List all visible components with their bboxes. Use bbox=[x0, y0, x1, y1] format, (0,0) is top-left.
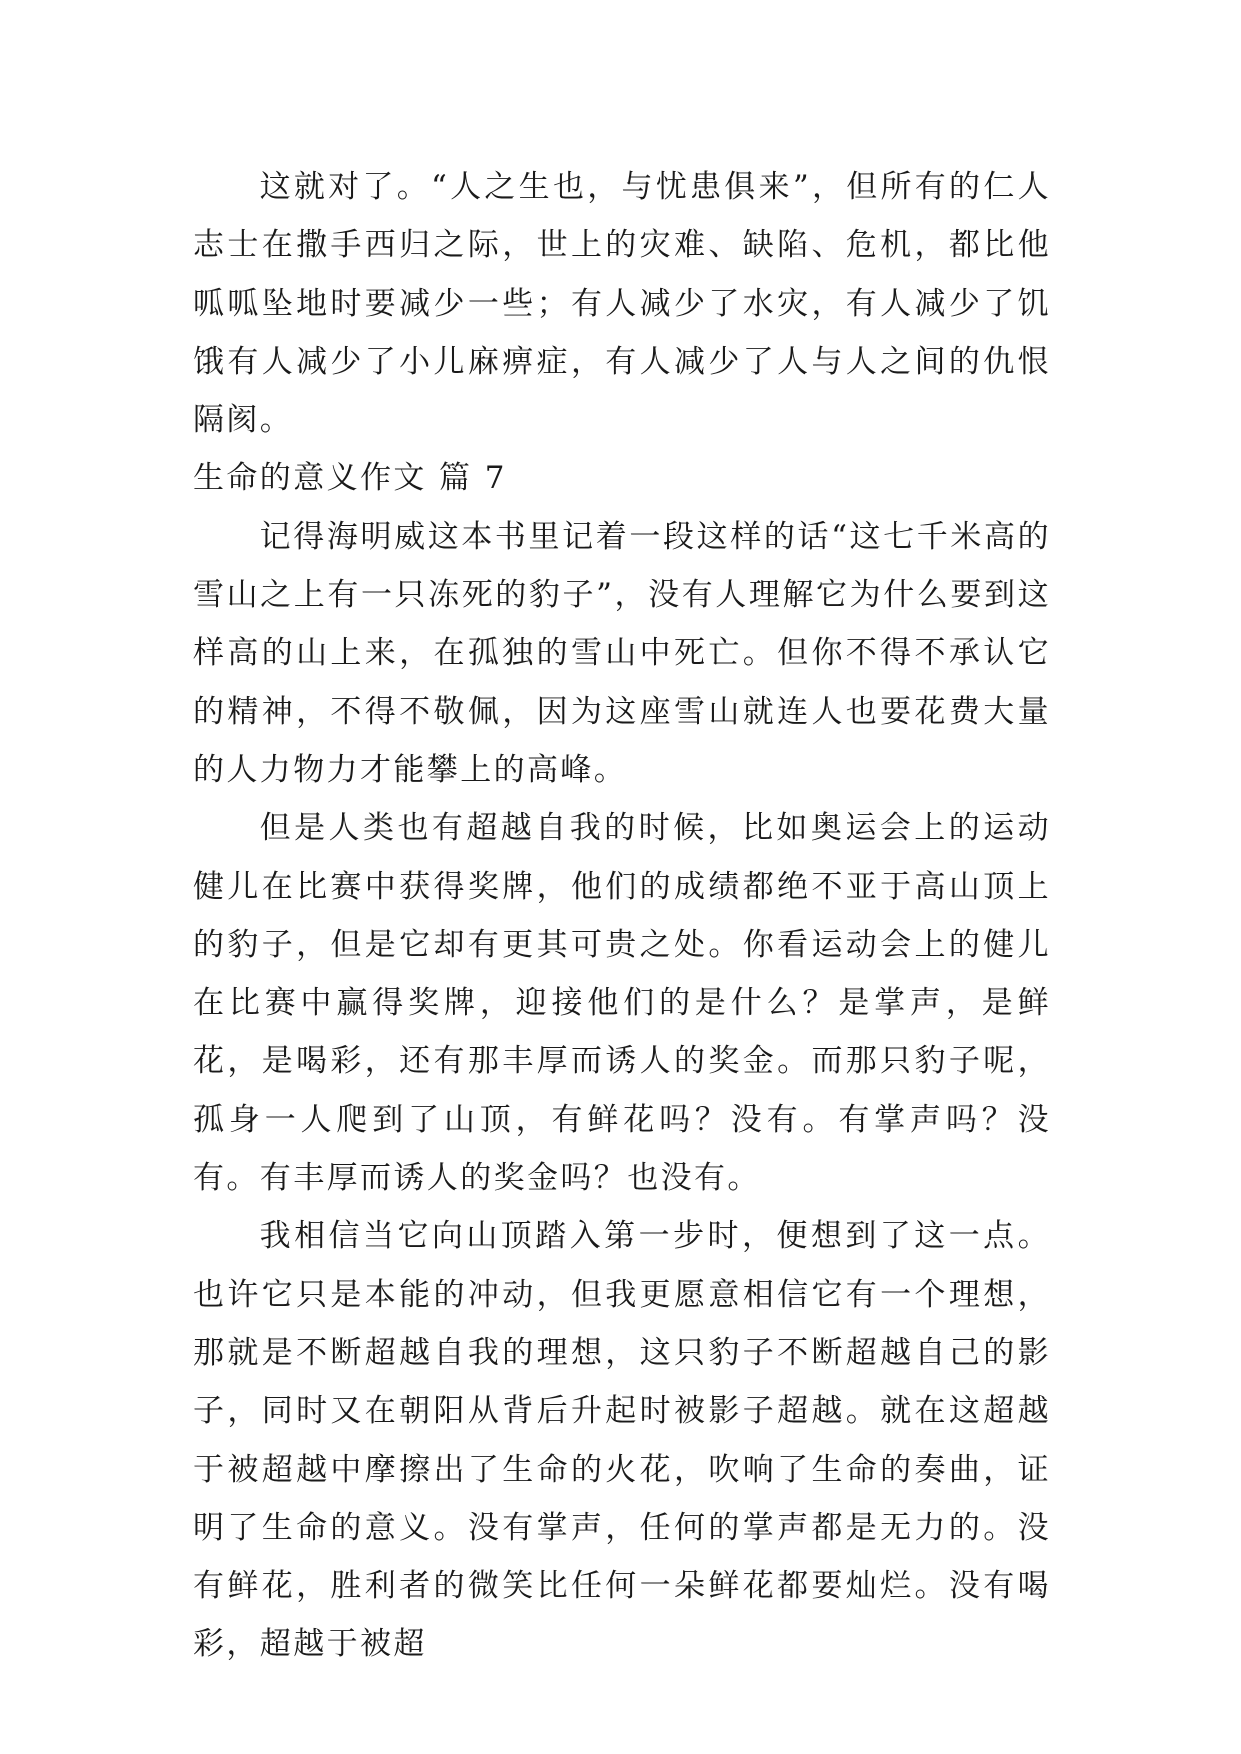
paragraph-snow-mountain: 记得海明威这本书里记着一段这样的话“这七千米高的雪山之上有一只冻死的豹子”，没有人理解它为什么要到这样高的山上来，在孤独的雪山中死亡。但你不得不承认它的精神，不得不敬佩，因为这座雪山就连人也要花费大量的人力物力才能攀上的高峰。 bbox=[193, 518, 1051, 788]
paragraph-intro: 这就对了。“人之生也，与忧患俱来”，但所有的仁人志士在撒手西归之际，世上的灾难、缺陷、危机，都比他呱呱坠地时要减少一些；有人减少了水灾，有人减少了饥饿有人减少了小儿麻痹症，有人减少了人与人之间的仇恨隔阂。 bbox=[193, 169, 1051, 439]
paragraph-athletes: 但是人类也有超越自我的时候，比如奥运会上的运动健儿在比赛中获得奖牌，他们的成绩都绝不亚于高山顶上的豹子，但是它却有更其可贵之处。你看运动会上的健儿在比赛中赢得奖牌，迎接他们的是什么？是掌声，是鲜花，是喝彩，还有那丰厚而诱人的奖金。而那只豹子呢，孤身一人爬到了山顶，有鲜花吗？没有。有掌声吗？没有。有丰厚而诱人的奖金吗？也没有。 bbox=[193, 810, 1051, 1197]
document-body bbox=[193, 158, 1051, 1674]
section-heading: 生命的意义作文 篇 7 bbox=[193, 460, 507, 497]
paragraph-self-surpassing: 我相信当它向山顶踏入第一步时，便想到了这一点。也许它只是本能的冲动，但我更愿意相信它有一个理想，那就是不断超越自我的理想，这只豹子不断超越自己的影子，同时又在朝阳从背后升起时被影子超越。就在这超越于被超越中摩擦出了生命的火花，吹响了生命的奏曲，证明了生命的意义。没有掌声，任何的掌声都是无力的。没有鲜花，胜利者的微笑比任何一朵鲜花都要灿烂。没有喝彩，超越于被超 bbox=[193, 1218, 1051, 1663]
